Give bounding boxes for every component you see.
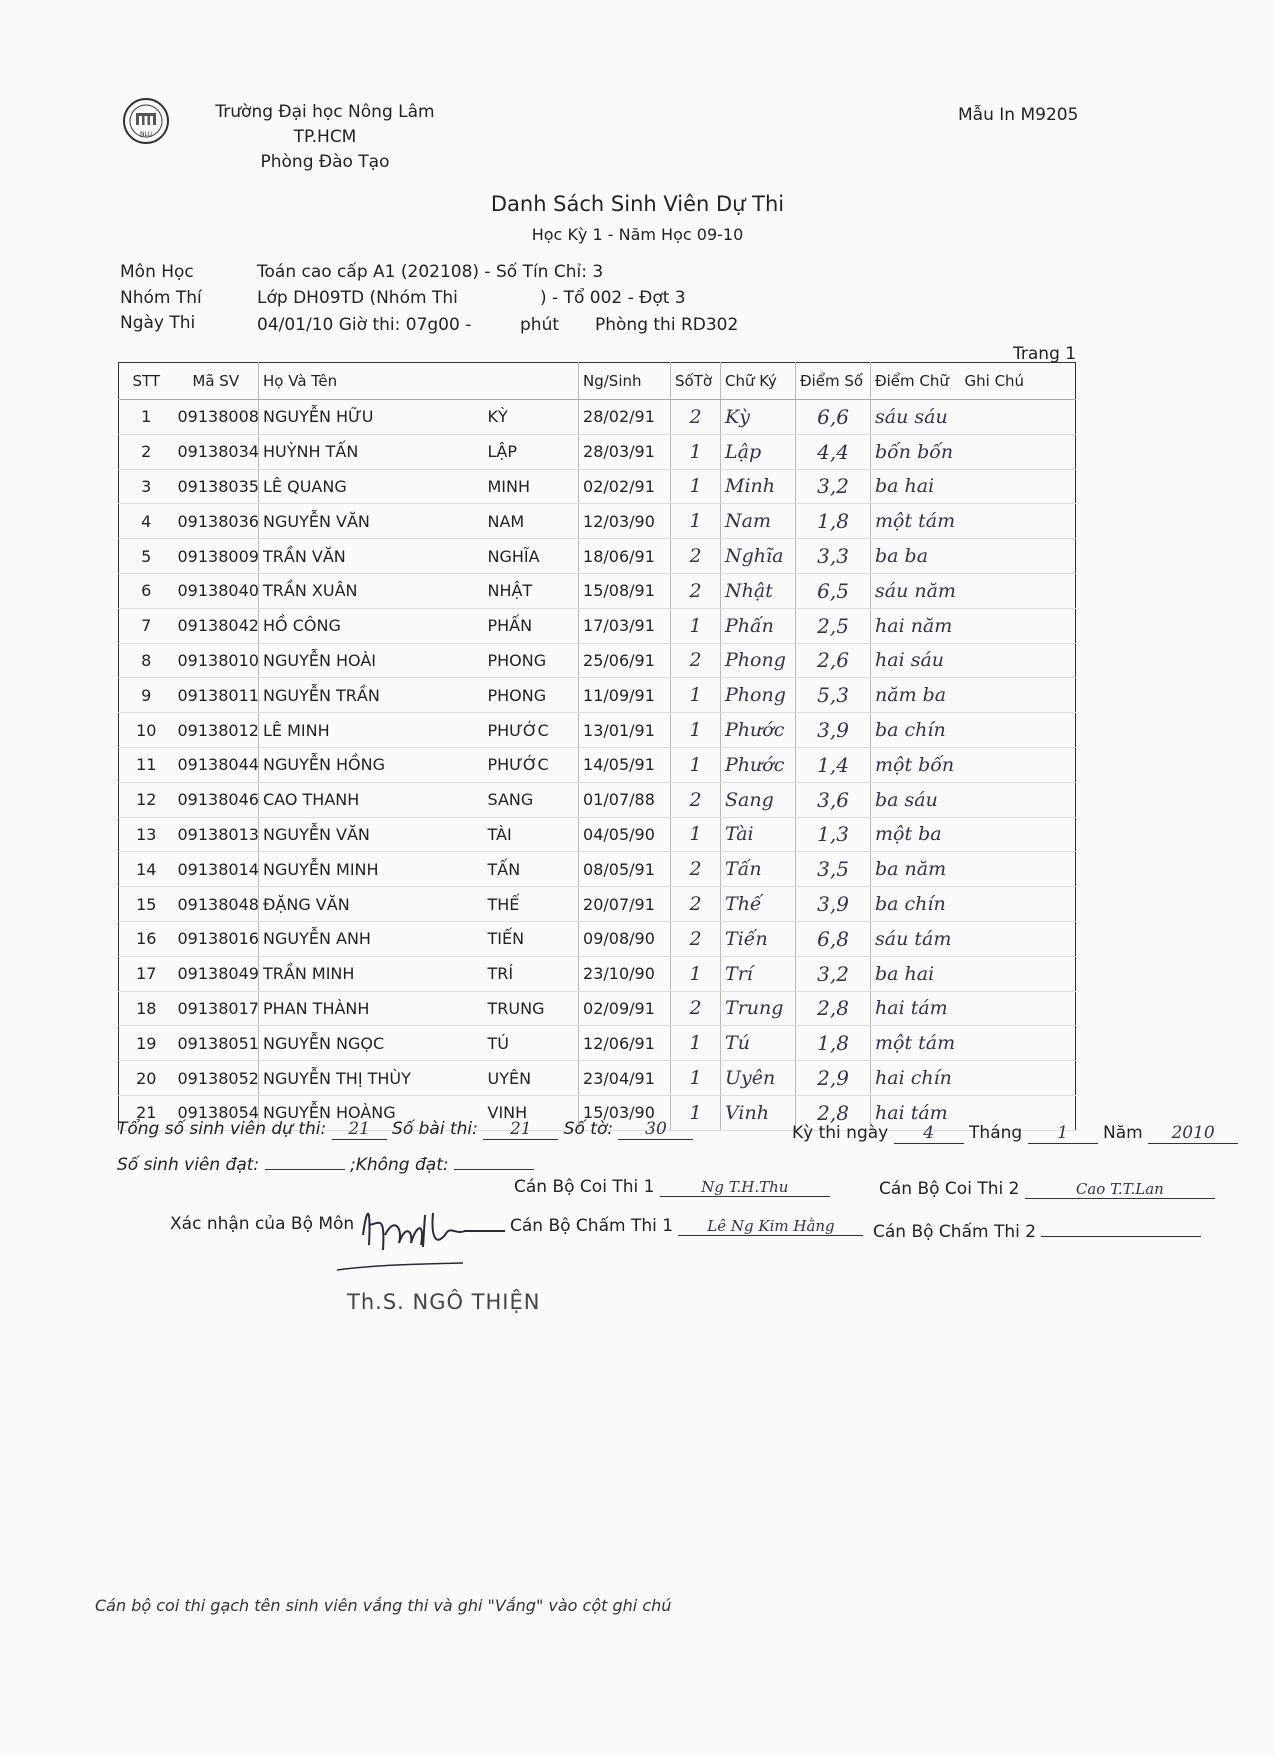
row-family-name: NGUYỄN TRẦN <box>259 678 484 713</box>
row-dob: 20/07/91 <box>579 887 671 922</box>
row-dob: 23/04/91 <box>579 1061 671 1096</box>
row-given-name: KỲ <box>484 400 579 435</box>
row-family-name: NGUYỄN HỮU <box>259 400 484 435</box>
papers-label: Số bài thi: <box>392 1119 478 1139</box>
proctor2-label: Cán Bộ Coi Thi 2 <box>879 1179 1020 1199</box>
minutes-value: phút <box>520 315 560 335</box>
row-score-words: hai tám <box>871 991 961 1026</box>
table-row <box>119 956 1076 991</box>
row-notes <box>961 434 1076 469</box>
row-family-name: NGUYỄN HỒNG <box>259 747 484 782</box>
row-signature: Thế <box>721 887 796 922</box>
table-row <box>119 713 1076 748</box>
row-score: 3,9 <box>796 713 871 748</box>
dept-confirm-label: Xác nhận của Bộ Môn <box>170 1214 355 1234</box>
form-code: Mẫu In M9205 <box>958 105 1079 125</box>
row-sheets: 1 <box>671 747 721 782</box>
row-notes <box>961 852 1076 887</box>
row-family-name: NGUYỄN VĂN <box>259 504 484 539</box>
row-stt: 7 <box>119 608 174 643</box>
table-row <box>119 678 1076 713</box>
row-notes <box>961 747 1076 782</box>
row-given-name: PHƯỚC <box>484 713 579 748</box>
row-student-id: 09138017 <box>174 991 259 1026</box>
row-stt: 11 <box>119 747 174 782</box>
row-sheets: 2 <box>671 887 721 922</box>
row-signature: Nam <box>721 504 796 539</box>
row-dob: 11/09/91 <box>579 678 671 713</box>
row-sheets: 2 <box>671 782 721 817</box>
exam-month-value: 1 <box>1028 1123 1098 1144</box>
exam-year-value: 2010 <box>1148 1123 1238 1144</box>
row-given-name: PHẤN <box>484 608 579 643</box>
group-value-suffix: ) - Tổ 002 - Đợt 3 <box>540 288 686 308</box>
school-header <box>180 100 470 175</box>
row-dob: 12/03/90 <box>579 504 671 539</box>
row-score: 1,4 <box>796 747 871 782</box>
row-dob: 17/03/91 <box>579 608 671 643</box>
grader2-signature <box>1041 1218 1201 1237</box>
proctor2-signature: Cao T.T.Lan <box>1025 1180 1215 1199</box>
row-signature: Trí <box>721 956 796 991</box>
row-sheets: 2 <box>671 852 721 887</box>
row-score-words: hai chín <box>871 1061 961 1096</box>
row-given-name: TIẾN <box>484 921 579 956</box>
university-seal-icon <box>122 97 170 145</box>
proctor2-line <box>879 1179 1215 1199</box>
row-family-name: NGUYỄN VĂN <box>259 817 484 852</box>
row-given-name: TRUNG <box>484 991 579 1026</box>
pass-fail-line <box>117 1151 534 1175</box>
row-stt: 2 <box>119 434 174 469</box>
row-given-name: TÚ <box>484 1026 579 1061</box>
exam-month-label: Tháng <box>969 1123 1023 1143</box>
row-stt: 5 <box>119 539 174 574</box>
sheets-label: Số tờ: <box>563 1119 614 1139</box>
col-header-signature: Chữ Ký <box>721 363 796 400</box>
row-student-id: 09138011 <box>174 678 259 713</box>
row-stt: 15 <box>119 887 174 922</box>
row-signature: Uyên <box>721 1061 796 1096</box>
signature-stroke-icon <box>335 1262 465 1272</box>
table-row <box>119 643 1076 678</box>
row-sheets: 2 <box>671 643 721 678</box>
row-student-id: 09138054 <box>174 1095 259 1130</box>
row-score: 6,6 <box>796 400 871 435</box>
row-notes <box>961 539 1076 574</box>
row-student-id: 09138035 <box>174 469 259 504</box>
row-stt: 3 <box>119 469 174 504</box>
row-family-name: LÊ QUANG <box>259 469 484 504</box>
col-header-student-id: Mã SV <box>174 363 259 400</box>
subject-value: Toán cao cấp A1 (202108) - Số Tín Chỉ: 3 <box>257 262 604 282</box>
table-row <box>119 539 1076 574</box>
proctor1-line <box>514 1177 830 1197</box>
table-row <box>119 469 1076 504</box>
total-students-label: Tổng số sinh viên dự thi: <box>117 1119 327 1139</box>
col-header-sheets: SốTờ <box>671 363 721 400</box>
row-score: 2,5 <box>796 608 871 643</box>
row-dob: 13/01/91 <box>579 713 671 748</box>
row-score-words: ba hai <box>871 956 961 991</box>
row-given-name: LẬP <box>484 434 579 469</box>
row-family-name: NGUYỄN THỊ THÙY <box>259 1061 484 1096</box>
row-sheets: 1 <box>671 678 721 713</box>
row-student-id: 09138052 <box>174 1061 259 1096</box>
row-sheets: 1 <box>671 434 721 469</box>
table-row <box>119 887 1076 922</box>
row-score-words: một tám <box>871 1026 961 1061</box>
table-row <box>119 1026 1076 1061</box>
totals-line <box>117 1119 693 1140</box>
row-signature: Phong <box>721 678 796 713</box>
table-row <box>119 817 1076 852</box>
row-stt: 14 <box>119 852 174 887</box>
row-notes <box>961 573 1076 608</box>
grader1-label: Cán Bộ Chấm Thi 1 <box>510 1216 674 1236</box>
row-family-name: NGUYỄN MINH <box>259 852 484 887</box>
row-dob: 23/10/90 <box>579 956 671 991</box>
row-family-name: TRẦN VĂN <box>259 539 484 574</box>
row-sheets: 1 <box>671 469 721 504</box>
row-sheets: 2 <box>671 573 721 608</box>
row-family-name: TRẦN XUÂN <box>259 573 484 608</box>
row-stt: 13 <box>119 817 174 852</box>
row-score-words: một bốn <box>871 747 961 782</box>
row-stt: 18 <box>119 991 174 1026</box>
row-signature: Tấn <box>721 852 796 887</box>
row-sheets: 2 <box>671 400 721 435</box>
row-stt: 19 <box>119 1026 174 1061</box>
row-score-words: năm ba <box>871 678 961 713</box>
row-notes <box>961 991 1076 1026</box>
row-notes <box>961 817 1076 852</box>
row-family-name: HUỲNH TẤN <box>259 434 484 469</box>
exam-year-label: Năm <box>1103 1123 1143 1143</box>
exam-day-value: 4 <box>894 1123 964 1144</box>
row-dob: 02/02/91 <box>579 469 671 504</box>
row-stt: 17 <box>119 956 174 991</box>
exam-day-label: Kỳ thi ngày <box>792 1123 889 1143</box>
grader1-line <box>510 1216 863 1236</box>
row-student-id: 09138048 <box>174 887 259 922</box>
page-number: Trang 1 <box>1013 344 1077 364</box>
row-score: 3,3 <box>796 539 871 574</box>
row-notes <box>961 956 1076 991</box>
row-score-words: ba năm <box>871 852 961 887</box>
row-sheets: 1 <box>671 504 721 539</box>
row-notes <box>961 782 1076 817</box>
row-sheets: 1 <box>671 956 721 991</box>
row-dob: 15/03/90 <box>579 1095 671 1130</box>
row-signature: Phước <box>721 713 796 748</box>
row-given-name: PHONG <box>484 678 579 713</box>
row-score: 3,2 <box>796 956 871 991</box>
row-family-name: LÊ MINH <box>259 713 484 748</box>
row-student-id: 09138009 <box>174 539 259 574</box>
table-row <box>119 1061 1076 1096</box>
row-score: 6,5 <box>796 573 871 608</box>
row-dob: 01/07/88 <box>579 782 671 817</box>
row-score: 4,4 <box>796 434 871 469</box>
row-signature: Nghĩa <box>721 539 796 574</box>
row-student-id: 09138014 <box>174 852 259 887</box>
total-students-value: 21 <box>332 1119 387 1140</box>
row-signature: Tài <box>721 817 796 852</box>
row-score: 2,6 <box>796 643 871 678</box>
row-score-words: ba ba <box>871 539 961 574</box>
row-stt: 16 <box>119 921 174 956</box>
row-notes <box>961 1026 1076 1061</box>
row-sheets: 1 <box>671 1026 721 1061</box>
row-signature: Phước <box>721 747 796 782</box>
col-header-score: Điểm Số <box>796 363 871 400</box>
row-score-words: ba chín <box>871 713 961 748</box>
row-stt: 9 <box>119 678 174 713</box>
row-notes <box>961 643 1076 678</box>
row-given-name: TRÍ <box>484 956 579 991</box>
row-signature: Phấn <box>721 608 796 643</box>
row-sheets: 1 <box>671 1095 721 1130</box>
row-score-words: hai sáu <box>871 643 961 678</box>
page-title: Danh Sách Sinh Viên Dự Thi <box>490 192 785 216</box>
row-notes <box>961 504 1076 539</box>
table-row <box>119 608 1076 643</box>
row-dob: 12/06/91 <box>579 1026 671 1061</box>
row-stt: 10 <box>119 713 174 748</box>
row-dob: 25/06/91 <box>579 643 671 678</box>
row-score: 3,6 <box>796 782 871 817</box>
table-row <box>119 747 1076 782</box>
row-score-words: hai năm <box>871 608 961 643</box>
row-family-name: HỒ CÔNG <box>259 608 484 643</box>
row-notes <box>961 469 1076 504</box>
row-score-words: một ba <box>871 817 961 852</box>
row-sheets: 2 <box>671 921 721 956</box>
row-stt: 21 <box>119 1095 174 1130</box>
row-notes <box>961 608 1076 643</box>
row-score: 6,8 <box>796 921 871 956</box>
row-signature: Trung <box>721 991 796 1026</box>
row-stt: 4 <box>119 504 174 539</box>
row-score: 2,9 <box>796 1061 871 1096</box>
table-header-row <box>119 363 1076 400</box>
row-signature: Sang <box>721 782 796 817</box>
row-given-name: PHONG <box>484 643 579 678</box>
row-student-id: 09138016 <box>174 921 259 956</box>
row-score: 2,8 <box>796 1095 871 1130</box>
row-score: 2,8 <box>796 991 871 1026</box>
failed-value <box>454 1151 534 1170</box>
col-header-score-words: Điểm Chữ <box>871 363 961 400</box>
passed-value <box>265 1151 345 1170</box>
row-sheets: 2 <box>671 991 721 1026</box>
row-given-name: NAM <box>484 504 579 539</box>
table-row <box>119 782 1076 817</box>
row-family-name: NGUYỄN HOÀI <box>259 643 484 678</box>
row-family-name: CAO THANH <box>259 782 484 817</box>
table-row <box>119 400 1076 435</box>
grader1-signature: Lê Ng Kim Hằng <box>678 1217 863 1236</box>
row-dob: 14/05/91 <box>579 747 671 782</box>
row-signature: Tú <box>721 1026 796 1061</box>
subject-label: Môn Học <box>120 262 194 282</box>
row-dob: 04/05/90 <box>579 817 671 852</box>
row-signature: Nhật <box>721 573 796 608</box>
row-given-name: THẾ <box>484 887 579 922</box>
row-student-id: 09138034 <box>174 434 259 469</box>
row-signature: Lập <box>721 434 796 469</box>
row-dob: 02/09/91 <box>579 991 671 1026</box>
row-student-id: 09138013 <box>174 817 259 852</box>
row-score-words: ba chín <box>871 887 961 922</box>
row-student-id: 09138049 <box>174 956 259 991</box>
row-family-name: PHAN THÀNH <box>259 991 484 1026</box>
row-student-id: 09138046 <box>174 782 259 817</box>
row-score-words: sáu năm <box>871 573 961 608</box>
row-dob: 28/02/91 <box>579 400 671 435</box>
table-row <box>119 573 1076 608</box>
row-score-words: bốn bốn <box>871 434 961 469</box>
date-value: 04/01/10 Giờ thi: 07g00 - <box>257 315 472 335</box>
row-signature: Minh <box>721 469 796 504</box>
row-stt: 8 <box>119 643 174 678</box>
row-signature: Vinh <box>721 1095 796 1130</box>
row-student-id: 09138008 <box>174 400 259 435</box>
row-dob: 08/05/91 <box>579 852 671 887</box>
table-row <box>119 434 1076 469</box>
row-sheets: 1 <box>671 608 721 643</box>
failed-label: ;Không đạt: <box>349 1155 449 1175</box>
department-name: Phòng Đào Tạo <box>260 152 390 172</box>
col-header-dob: Ng/Sinh <box>579 363 671 400</box>
row-score: 3,9 <box>796 887 871 922</box>
row-score: 3,2 <box>796 469 871 504</box>
row-sheets: 2 <box>671 539 721 574</box>
row-signature: Phong <box>721 643 796 678</box>
row-notes <box>961 887 1076 922</box>
row-given-name: UYÊN <box>484 1061 579 1096</box>
row-notes <box>961 921 1076 956</box>
row-stt: 20 <box>119 1061 174 1096</box>
row-score: 3,5 <box>796 852 871 887</box>
row-score: 1,8 <box>796 504 871 539</box>
row-family-name: TRẦN MINH <box>259 956 484 991</box>
col-header-full-name: Họ Và Tên <box>259 363 579 400</box>
papers-value: 21 <box>483 1119 558 1140</box>
student-roster-table <box>118 362 1076 1131</box>
row-score-words: sáu tám <box>871 921 961 956</box>
group-value: Lớp DH09TD (Nhóm Thi <box>257 288 458 308</box>
row-student-id: 09138042 <box>174 608 259 643</box>
row-score-words: ba sáu <box>871 782 961 817</box>
row-student-id: 09138040 <box>174 573 259 608</box>
row-given-name: SANG <box>484 782 579 817</box>
school-city: TP.HCM <box>293 127 357 147</box>
row-signature: Kỳ <box>721 400 796 435</box>
row-score: 1,8 <box>796 1026 871 1061</box>
row-score: 1,3 <box>796 817 871 852</box>
exam-date-line <box>792 1123 1238 1144</box>
signer-name: Th.S. NGÔ THIỆN <box>347 1290 541 1314</box>
row-stt: 6 <box>119 573 174 608</box>
sheets-value: 30 <box>618 1119 693 1140</box>
row-stt: 1 <box>119 400 174 435</box>
row-sheets: 1 <box>671 1061 721 1096</box>
row-student-id: 09138036 <box>174 504 259 539</box>
row-dob: 18/06/91 <box>579 539 671 574</box>
row-given-name: NGHĨA <box>484 539 579 574</box>
row-notes <box>961 713 1076 748</box>
table-row <box>119 504 1076 539</box>
row-dob: 28/03/91 <box>579 434 671 469</box>
row-sheets: 1 <box>671 817 721 852</box>
table-row <box>119 921 1076 956</box>
col-header-notes: Ghi Chú <box>961 363 1076 400</box>
table-row <box>119 852 1076 887</box>
row-sheets: 1 <box>671 713 721 748</box>
passed-label: Số sinh viên đạt: <box>117 1155 260 1175</box>
row-given-name: TẤN <box>484 852 579 887</box>
row-family-name: NGUYỄN HOÀNG <box>259 1095 484 1130</box>
row-score-words: ba hai <box>871 469 961 504</box>
row-family-name: NGUYỄN ANH <box>259 921 484 956</box>
grader2-line <box>873 1218 1201 1242</box>
grader2-label: Cán Bộ Chấm Thi 2 <box>873 1222 1037 1242</box>
row-notes <box>961 678 1076 713</box>
row-stt: 12 <box>119 782 174 817</box>
row-student-id: 09138012 <box>174 713 259 748</box>
row-given-name: TÀI <box>484 817 579 852</box>
date-label: Ngày Thi <box>120 313 196 333</box>
proctor1-signature: Ng T.H.Thu <box>660 1178 830 1197</box>
row-score-words: hai tám <box>871 1095 961 1130</box>
room-value: Phòng thi RD302 <box>595 315 739 335</box>
row-dob: 15/08/91 <box>579 573 671 608</box>
group-label: Nhóm Thí <box>120 288 202 308</box>
row-notes <box>961 1061 1076 1096</box>
school-name: Trường Đại học Nông Lâm <box>215 102 435 122</box>
row-notes <box>961 400 1076 435</box>
table-row <box>119 991 1076 1026</box>
row-student-id: 09138051 <box>174 1026 259 1061</box>
col-header-stt: STT <box>119 363 174 400</box>
row-score-words: sáu sáu <box>871 400 961 435</box>
row-signature: Tiến <box>721 921 796 956</box>
row-given-name: PHƯỚC <box>484 747 579 782</box>
row-family-name: NGUYỄN NGỌC <box>259 1026 484 1061</box>
proctor1-label: Cán Bộ Coi Thi 1 <box>514 1177 655 1197</box>
row-given-name: MINH <box>484 469 579 504</box>
row-given-name: VINH <box>484 1095 579 1130</box>
row-dob: 09/08/90 <box>579 921 671 956</box>
row-score: 5,3 <box>796 678 871 713</box>
row-given-name: NHẬT <box>484 573 579 608</box>
page-subtitle: Học Kỳ 1 - Năm Học 09-10 <box>531 225 744 244</box>
row-student-id: 09138010 <box>174 643 259 678</box>
svg-text:NLU: NLU <box>140 131 152 138</box>
footnote: Cán bộ coi thi gạch tên sinh viên vắng thi và ghi "Vắng" vào cột ghi chú <box>95 1596 672 1615</box>
row-family-name: ĐẶNG VĂN <box>259 887 484 922</box>
row-score-words: một tám <box>871 504 961 539</box>
row-student-id: 09138044 <box>174 747 259 782</box>
